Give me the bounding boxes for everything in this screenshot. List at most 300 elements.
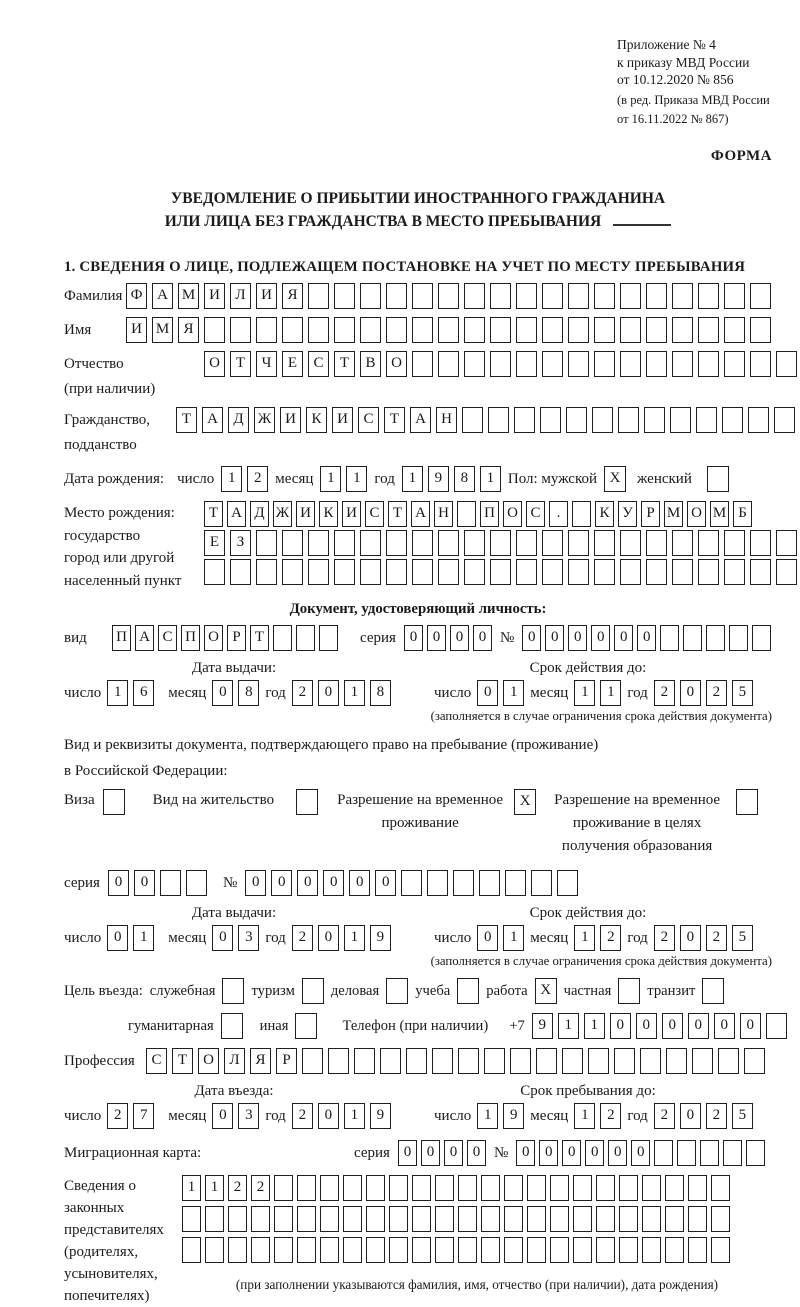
char-cell[interactable] (228, 1206, 247, 1232)
char-cell[interactable] (297, 1237, 316, 1263)
char-cell[interactable] (596, 1206, 615, 1232)
char-cell[interactable] (360, 530, 381, 556)
char-cell[interactable] (412, 351, 433, 377)
char-cell[interactable]: 0 (631, 1140, 650, 1166)
char-cell[interactable] (274, 1175, 293, 1201)
char-cell[interactable]: 2 (292, 925, 313, 951)
char-cell[interactable]: 0 (349, 870, 370, 896)
char-cell[interactable] (462, 407, 483, 433)
char-cell[interactable]: А (227, 501, 246, 527)
char-cell[interactable] (596, 1237, 615, 1263)
transit-checkbox[interactable] (702, 978, 724, 1004)
char-cell[interactable] (722, 407, 743, 433)
char-cell[interactable] (412, 559, 433, 585)
char-cell[interactable]: 2 (600, 925, 621, 951)
char-cell[interactable] (412, 317, 433, 343)
char-cell[interactable] (588, 1048, 609, 1074)
char-cell[interactable]: 5 (732, 925, 753, 951)
char-cell[interactable] (320, 1237, 339, 1263)
char-cell[interactable]: А (152, 283, 173, 309)
char-cell[interactable] (438, 351, 459, 377)
char-cell[interactable]: 1 (503, 925, 524, 951)
char-cell[interactable]: 9 (370, 1103, 391, 1129)
char-cell[interactable] (251, 1206, 270, 1232)
char-cell[interactable]: Е (282, 351, 303, 377)
char-cell[interactable]: 0 (245, 870, 266, 896)
char-cell[interactable]: . (549, 501, 568, 527)
char-cell[interactable]: С (365, 501, 384, 527)
tourism-checkbox[interactable] (302, 978, 324, 1004)
char-cell[interactable] (724, 317, 745, 343)
char-cell[interactable] (594, 530, 615, 556)
char-cell[interactable]: 1 (182, 1175, 201, 1201)
char-cell[interactable]: 7 (133, 1103, 154, 1129)
char-cell[interactable] (481, 1237, 500, 1263)
char-cell[interactable] (516, 559, 537, 585)
char-cell[interactable] (464, 559, 485, 585)
char-cell[interactable]: 0 (662, 1013, 683, 1039)
char-cell[interactable]: И (342, 501, 361, 527)
char-cell[interactable]: 1 (402, 466, 423, 492)
char-cell[interactable]: О (204, 625, 223, 651)
char-cell[interactable] (354, 1048, 375, 1074)
char-cell[interactable] (573, 1206, 592, 1232)
char-cell[interactable]: 0 (212, 680, 233, 706)
char-cell[interactable] (464, 317, 485, 343)
char-cell[interactable] (620, 317, 641, 343)
char-cell[interactable]: 9 (370, 925, 391, 951)
char-cell[interactable]: И (332, 407, 353, 433)
char-cell[interactable] (774, 407, 795, 433)
work-checkbox[interactable]: X (535, 978, 557, 1004)
char-cell[interactable] (228, 1237, 247, 1263)
char-cell[interactable] (458, 1206, 477, 1232)
char-cell[interactable] (504, 1175, 523, 1201)
char-cell[interactable] (646, 530, 667, 556)
char-cell[interactable]: 0 (398, 1140, 417, 1166)
char-cell[interactable]: С (358, 407, 379, 433)
char-cell[interactable] (366, 1175, 385, 1201)
char-cell[interactable]: 2 (654, 925, 675, 951)
private-checkbox[interactable] (618, 978, 640, 1004)
char-cell[interactable]: 0 (318, 1103, 339, 1129)
char-cell[interactable] (334, 283, 355, 309)
char-cell[interactable] (620, 559, 641, 585)
char-cell[interactable] (186, 870, 207, 896)
char-cell[interactable]: 0 (444, 1140, 463, 1166)
char-cell[interactable]: 3 (238, 1103, 259, 1129)
char-cell[interactable] (438, 317, 459, 343)
char-cell[interactable] (230, 559, 251, 585)
char-cell[interactable]: 2 (247, 466, 268, 492)
char-cell[interactable] (204, 559, 225, 585)
char-cell[interactable] (334, 317, 355, 343)
char-cell[interactable]: 0 (516, 1140, 535, 1166)
char-cell[interactable] (516, 530, 537, 556)
char-cell[interactable] (550, 1237, 569, 1263)
char-cell[interactable]: Т (176, 407, 197, 433)
char-cell[interactable] (572, 501, 591, 527)
char-cell[interactable] (230, 317, 251, 343)
char-cell[interactable] (594, 317, 615, 343)
char-cell[interactable]: 0 (421, 1140, 440, 1166)
char-cell[interactable] (273, 625, 292, 651)
char-cell[interactable]: А (135, 625, 154, 651)
char-cell[interactable] (723, 1140, 742, 1166)
char-cell[interactable] (401, 870, 422, 896)
official-checkbox[interactable] (222, 978, 244, 1004)
char-cell[interactable]: 8 (370, 680, 391, 706)
char-cell[interactable] (592, 407, 613, 433)
char-cell[interactable]: Т (230, 351, 251, 377)
char-cell[interactable] (620, 351, 641, 377)
char-cell[interactable] (619, 1206, 638, 1232)
char-cell[interactable] (724, 351, 745, 377)
char-cell[interactable] (282, 530, 303, 556)
char-cell[interactable]: Я (250, 1048, 271, 1074)
char-cell[interactable] (698, 317, 719, 343)
char-cell[interactable] (282, 559, 303, 585)
char-cell[interactable] (642, 1175, 661, 1201)
humanitarian-checkbox[interactable] (221, 1013, 243, 1039)
char-cell[interactable] (457, 501, 476, 527)
char-cell[interactable] (542, 351, 563, 377)
char-cell[interactable] (160, 870, 181, 896)
char-cell[interactable] (360, 317, 381, 343)
char-cell[interactable] (481, 1175, 500, 1201)
char-cell[interactable] (672, 351, 693, 377)
char-cell[interactable]: 1 (346, 466, 367, 492)
char-cell[interactable] (776, 351, 797, 377)
char-cell[interactable] (458, 1175, 477, 1201)
char-cell[interactable] (619, 1237, 638, 1263)
char-cell[interactable]: 1 (133, 925, 154, 951)
char-cell[interactable] (389, 1206, 408, 1232)
char-cell[interactable] (490, 351, 511, 377)
char-cell[interactable] (464, 283, 485, 309)
char-cell[interactable]: А (411, 501, 430, 527)
char-cell[interactable]: 2 (292, 680, 313, 706)
char-cell[interactable] (386, 317, 407, 343)
char-cell[interactable] (698, 559, 719, 585)
char-cell[interactable] (514, 407, 535, 433)
char-cell[interactable]: 0 (680, 925, 701, 951)
char-cell[interactable]: 0 (585, 1140, 604, 1166)
char-cell[interactable]: Л (224, 1048, 245, 1074)
char-cell[interactable]: 0 (107, 925, 128, 951)
char-cell[interactable]: А (410, 407, 431, 433)
char-cell[interactable] (412, 1237, 431, 1263)
char-cell[interactable]: 1 (221, 466, 242, 492)
char-cell[interactable] (666, 1048, 687, 1074)
char-cell[interactable] (412, 1206, 431, 1232)
char-cell[interactable] (568, 530, 589, 556)
char-cell[interactable] (620, 530, 641, 556)
char-cell[interactable]: 0 (404, 625, 423, 651)
char-cell[interactable] (642, 1237, 661, 1263)
char-cell[interactable]: Я (282, 283, 303, 309)
char-cell[interactable]: 1 (344, 680, 365, 706)
char-cell[interactable] (688, 1237, 707, 1263)
char-cell[interactable] (386, 283, 407, 309)
char-cell[interactable] (566, 407, 587, 433)
char-cell[interactable]: У (618, 501, 637, 527)
char-cell[interactable] (458, 1048, 479, 1074)
char-cell[interactable] (568, 283, 589, 309)
char-cell[interactable]: 0 (740, 1013, 761, 1039)
char-cell[interactable] (750, 317, 771, 343)
char-cell[interactable]: 0 (562, 1140, 581, 1166)
char-cell[interactable] (568, 317, 589, 343)
char-cell[interactable] (596, 1175, 615, 1201)
char-cell[interactable]: 0 (614, 625, 633, 651)
char-cell[interactable] (750, 530, 771, 556)
char-cell[interactable] (360, 559, 381, 585)
char-cell[interactable] (527, 1206, 546, 1232)
char-cell[interactable] (490, 530, 511, 556)
char-cell[interactable]: 0 (680, 1103, 701, 1129)
char-cell[interactable] (182, 1206, 201, 1232)
char-cell[interactable]: 1 (503, 680, 524, 706)
char-cell[interactable] (711, 1206, 730, 1232)
char-cell[interactable] (698, 530, 719, 556)
char-cell[interactable]: 2 (292, 1103, 313, 1129)
char-cell[interactable] (432, 1048, 453, 1074)
char-cell[interactable]: 0 (636, 1013, 657, 1039)
char-cell[interactable]: 0 (477, 680, 498, 706)
char-cell[interactable]: 0 (134, 870, 155, 896)
char-cell[interactable] (366, 1237, 385, 1263)
char-cell[interactable] (386, 559, 407, 585)
char-cell[interactable] (698, 351, 719, 377)
char-cell[interactable] (672, 317, 693, 343)
char-cell[interactable] (308, 530, 329, 556)
other-checkbox[interactable] (295, 1013, 317, 1039)
char-cell[interactable] (711, 1175, 730, 1201)
char-cell[interactable]: Ж (254, 407, 275, 433)
char-cell[interactable]: 1 (107, 680, 128, 706)
char-cell[interactable] (688, 1206, 707, 1232)
char-cell[interactable] (594, 283, 615, 309)
char-cell[interactable] (614, 1048, 635, 1074)
char-cell[interactable]: 0 (467, 1140, 486, 1166)
char-cell[interactable] (464, 351, 485, 377)
char-cell[interactable]: А (202, 407, 223, 433)
char-cell[interactable] (320, 1175, 339, 1201)
char-cell[interactable] (660, 625, 679, 651)
char-cell[interactable]: Р (276, 1048, 297, 1074)
char-cell[interactable]: 0 (450, 625, 469, 651)
char-cell[interactable] (562, 1048, 583, 1074)
char-cell[interactable]: 2 (706, 680, 727, 706)
char-cell[interactable] (274, 1237, 293, 1263)
char-cell[interactable]: 2 (654, 680, 675, 706)
char-cell[interactable] (516, 317, 537, 343)
char-cell[interactable]: С (158, 625, 177, 651)
char-cell[interactable]: 1 (574, 680, 595, 706)
char-cell[interactable] (672, 530, 693, 556)
char-cell[interactable]: 2 (706, 1103, 727, 1129)
char-cell[interactable] (328, 1048, 349, 1074)
char-cell[interactable]: Ч (256, 351, 277, 377)
char-cell[interactable] (752, 625, 771, 651)
char-cell[interactable] (484, 1048, 505, 1074)
char-cell[interactable] (557, 870, 578, 896)
char-cell[interactable] (386, 530, 407, 556)
char-cell[interactable]: 9 (503, 1103, 524, 1129)
char-cell[interactable] (308, 559, 329, 585)
char-cell[interactable] (665, 1206, 684, 1232)
char-cell[interactable] (438, 283, 459, 309)
char-cell[interactable] (308, 283, 329, 309)
char-cell[interactable] (490, 559, 511, 585)
char-cell[interactable] (706, 625, 725, 651)
char-cell[interactable]: 0 (212, 1103, 233, 1129)
char-cell[interactable]: 1 (600, 680, 621, 706)
char-cell[interactable] (776, 559, 797, 585)
char-cell[interactable] (490, 283, 511, 309)
char-cell[interactable] (665, 1237, 684, 1263)
char-cell[interactable] (297, 1206, 316, 1232)
char-cell[interactable]: 1 (480, 466, 501, 492)
char-cell[interactable]: 0 (108, 870, 129, 896)
char-cell[interactable]: К (595, 501, 614, 527)
char-cell[interactable] (412, 1175, 431, 1201)
char-cell[interactable] (438, 559, 459, 585)
char-cell[interactable]: 0 (297, 870, 318, 896)
char-cell[interactable]: 0 (323, 870, 344, 896)
char-cell[interactable]: 0 (473, 625, 492, 651)
char-cell[interactable]: 0 (568, 625, 587, 651)
char-cell[interactable] (672, 559, 693, 585)
char-cell[interactable] (302, 1048, 323, 1074)
char-cell[interactable] (453, 870, 474, 896)
char-cell[interactable]: 0 (610, 1013, 631, 1039)
char-cell[interactable] (205, 1206, 224, 1232)
char-cell[interactable] (488, 407, 509, 433)
char-cell[interactable] (711, 1237, 730, 1263)
char-cell[interactable] (692, 1048, 713, 1074)
char-cell[interactable]: 2 (706, 925, 727, 951)
char-cell[interactable] (435, 1206, 454, 1232)
char-cell[interactable] (677, 1140, 696, 1166)
char-cell[interactable] (334, 530, 355, 556)
char-cell[interactable]: И (204, 283, 225, 309)
char-cell[interactable] (435, 1175, 454, 1201)
char-cell[interactable] (516, 351, 537, 377)
char-cell[interactable] (646, 559, 667, 585)
char-cell[interactable]: Р (227, 625, 246, 651)
char-cell[interactable] (256, 559, 277, 585)
char-cell[interactable] (464, 530, 485, 556)
char-cell[interactable] (204, 317, 225, 343)
char-cell[interactable] (319, 625, 338, 651)
char-cell[interactable]: Т (250, 625, 269, 651)
char-cell[interactable]: М (664, 501, 683, 527)
char-cell[interactable] (594, 351, 615, 377)
char-cell[interactable] (568, 559, 589, 585)
char-cell[interactable] (308, 317, 329, 343)
char-cell[interactable] (646, 317, 667, 343)
char-cell[interactable]: С (526, 501, 545, 527)
char-cell[interactable]: 0 (318, 925, 339, 951)
char-cell[interactable]: Т (384, 407, 405, 433)
char-cell[interactable]: 1 (584, 1013, 605, 1039)
char-cell[interactable] (343, 1237, 362, 1263)
char-cell[interactable] (750, 283, 771, 309)
char-cell[interactable] (542, 283, 563, 309)
char-cell[interactable] (366, 1206, 385, 1232)
char-cell[interactable]: 0 (212, 925, 233, 951)
char-cell[interactable]: М (152, 317, 173, 343)
char-cell[interactable] (619, 1175, 638, 1201)
char-cell[interactable] (490, 317, 511, 343)
temporary-residence-checkbox[interactable]: X (514, 789, 536, 815)
char-cell[interactable]: И (256, 283, 277, 309)
visa-checkbox[interactable] (103, 789, 125, 815)
char-cell[interactable] (646, 283, 667, 309)
char-cell[interactable] (620, 283, 641, 309)
char-cell[interactable]: Н (434, 501, 453, 527)
char-cell[interactable]: 1 (574, 1103, 595, 1129)
char-cell[interactable] (479, 870, 500, 896)
char-cell[interactable]: 1 (205, 1175, 224, 1201)
char-cell[interactable] (389, 1175, 408, 1201)
char-cell[interactable]: 0 (375, 870, 396, 896)
char-cell[interactable]: Д (250, 501, 269, 527)
char-cell[interactable] (438, 530, 459, 556)
char-cell[interactable]: 1 (320, 466, 341, 492)
char-cell[interactable] (205, 1237, 224, 1263)
char-cell[interactable] (527, 1175, 546, 1201)
char-cell[interactable] (542, 317, 563, 343)
char-cell[interactable]: 0 (539, 1140, 558, 1166)
char-cell[interactable] (504, 1206, 523, 1232)
char-cell[interactable] (334, 559, 355, 585)
char-cell[interactable] (700, 1140, 719, 1166)
char-cell[interactable] (724, 559, 745, 585)
char-cell[interactable] (504, 1237, 523, 1263)
char-cell[interactable]: 8 (238, 680, 259, 706)
char-cell[interactable]: 0 (545, 625, 564, 651)
char-cell[interactable] (698, 283, 719, 309)
char-cell[interactable] (573, 1175, 592, 1201)
char-cell[interactable] (550, 1175, 569, 1201)
char-cell[interactable] (672, 283, 693, 309)
female-checkbox[interactable] (707, 466, 729, 492)
char-cell[interactable]: О (687, 501, 706, 527)
char-cell[interactable] (531, 870, 552, 896)
char-cell[interactable]: П (112, 625, 131, 651)
char-cell[interactable] (688, 1175, 707, 1201)
char-cell[interactable]: 9 (532, 1013, 553, 1039)
char-cell[interactable]: 0 (427, 625, 446, 651)
char-cell[interactable]: К (319, 501, 338, 527)
char-cell[interactable]: 3 (238, 925, 259, 951)
char-cell[interactable]: 5 (732, 1103, 753, 1129)
char-cell[interactable] (412, 283, 433, 309)
char-cell[interactable] (573, 1237, 592, 1263)
male-checkbox[interactable]: X (604, 466, 626, 492)
char-cell[interactable]: М (710, 501, 729, 527)
char-cell[interactable]: 6 (133, 680, 154, 706)
char-cell[interactable]: 1 (344, 1103, 365, 1129)
char-cell[interactable]: 1 (344, 925, 365, 951)
char-cell[interactable] (296, 625, 315, 651)
char-cell[interactable]: 5 (732, 680, 753, 706)
char-cell[interactable]: З (230, 530, 251, 556)
char-cell[interactable]: О (204, 351, 225, 377)
